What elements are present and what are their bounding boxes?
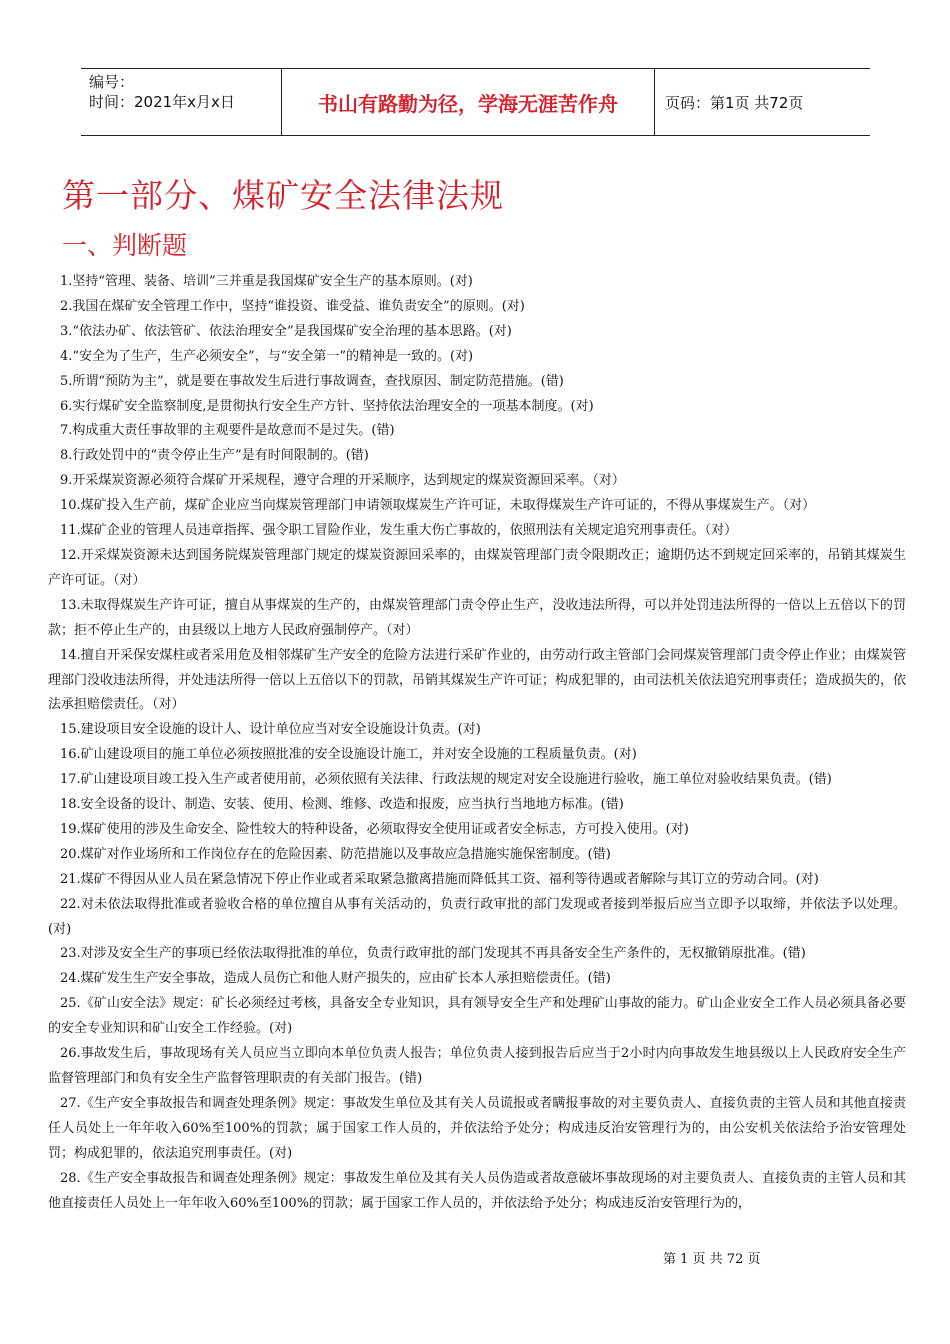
part-title: 第一部分、煤矿安全法律法规	[62, 176, 504, 215]
question-item: 20.煤矿对作业场所和工作岗位存在的危险因素、防范措施以及事故应急措施实施保密制度。(错)	[60, 846, 611, 862]
question-item: 6.实行煤矿安全监察制度,是贯彻执行安全生产方针、坚持依法治理安全的一项基本制度。(对)	[60, 398, 594, 414]
question-item: 5.所谓“预防为主”，就是要在事故发生后进行事故调查，查找原因、制定防范措施。(错)	[60, 373, 564, 389]
question-item: 22.对未依法取得批准或者验收合格的单位擅自从事有关活动的，负责行政审批的部门发现或者接到举报后应当立即予以取缔，并依法予以处理。(对)	[48, 896, 906, 937]
date-label: 时间：2021年x月x日	[89, 93, 235, 111]
question-item: 3.“依法办矿、依法管矿、依法治理安全”是我国煤矿安全治理的基本思路。(对)	[60, 323, 512, 339]
question-item: 23.对涉及安全生产的事项已经依法取得批准的单位，负责行政审批的部门发现其不再具备安全生产条件的，无权撤销原批准。(错)	[60, 946, 806, 962]
question-item: 17.矿山建设项目竣工投入生产或者使用前，必须依照有关法律、行政法规的规定对安全设施进行验收，施工单位对验收结果负责。(错)	[60, 772, 832, 788]
question-item: 26.事故发生后，事故现场有关人员应当立即向本单位负责人报告；单位负责人接到报告后应当于2小时内向事故发生地县级以上人民政府安全生产监督管理部门和负有安全生产监督管理职责的有关部门报告。(错)	[48, 1046, 906, 1086]
section-title: 一、判断题	[62, 231, 188, 260]
header-page-info: 页码：第1页 共72页	[665, 93, 804, 112]
question-item: 11.煤矿企业的管理人员违章指挥、强令职工冒险作业，发生重大伤亡事故的，依照刑法有关规定追究刑事责任。（对）	[60, 523, 738, 539]
question-item: 25.《矿山安全法》规定：矿长必须经过考核，具备安全专业知识，具有领导安全生产和处理矿山事故的能力。矿山企业安全工作人员必须具备必要的安全专业知识和矿山安全工作经验。(对)	[48, 996, 906, 1037]
serial-number-label: 编号：	[89, 73, 135, 91]
question-item: 7.构成重大责任事故罪的主观要件是故意而不是过失。(错)	[60, 423, 395, 439]
question-item: 15.建设项目安全设施的设计人、设计单位应当对安全设施设计负责。(对)	[60, 722, 481, 738]
question-item: 8.行政处罚中的“责令停止生产”是有时间限制的。(错)	[60, 448, 369, 464]
page-footer: 第 1 页 共 72 页	[663, 1252, 761, 1267]
question-item: 16.矿山建设项目的施工单位必须按照批准的安全设施设计施工，并对安全设施的工程质量负责。(对)	[60, 747, 637, 763]
question-list	[48, 270, 906, 1216]
header-table	[81, 68, 870, 136]
question-item: 14.擅自开采保安煤柱或者采用危及相邻煤矿生产安全的危险方法进行采矿作业的，由劳动行政主管部门会同煤炭管理部门责令停止作业；由煤炭管理部门没收违法所得，并处违法所得一倍以上五倍以下的罚款，吊销其煤炭生产许可证；构成犯罪的，由司法机关依法追究刑事责任；造成损失的，依法承担赔偿责任。（对）	[48, 647, 907, 713]
question-item: 18.安全设备的设计、制造、安装、使用、检测、维修、改造和报废，应当执行当地地方标准。(错)	[60, 797, 624, 813]
question-item: 1.坚持“管理、装备、培训”三并重是我国煤矿安全生产的基本原则。(对)	[60, 274, 473, 289]
question-item: 28.《生产安全事故报告和调查处理条例》规定：事故发生单位及其有关人员伪造或者故意破坏事故现场的对主要负责人、直接负责的主管人员和其他直接责任人员处上一年年收入60%至100%的罚款；属于国家工作人员的，并依法给予处分；构成违反治安管理行为的，	[48, 1170, 906, 1211]
question-item: 27.《生产安全事故报告和调查处理条例》规定：事故发生单位及其有关人员谎报或者瞒报事故的对主要负责人、直接负责的主管人员和其他直接责任人员处上一年年收入60%至100%的罚款；属于国家工作人员的，并依法给予处分；构成违反治安管理行为的，由公安机关依法给予治安管理处罚；构成犯罪的，依法追究刑事责任。(对)	[48, 1095, 906, 1161]
question-item: 2.我国在煤矿安全管理工作中，坚持“谁投资、谁受益、谁负责安全”的原则。(对)	[60, 298, 525, 314]
question-item: 13.未取得煤炭生产许可证，擅自从事煤炭的生产的，由煤炭管理部门责令停止生产，没收违法所得，可以并处罚违法所得的一倍以上五倍以下的罚款；拒不停止生产的，由县级以上地方人民政府强制停产。（对）	[48, 597, 906, 638]
header-motto: 书山有路勤为径，学海无涯苦作舟	[282, 69, 655, 135]
question-item: 21.煤矿不得因从业人员在紧急情况下停止作业或者采取紧急撤离措施而降低其工资、福利等待遇或者解除与其订立的劳动合同。(对)	[60, 871, 819, 887]
question-item: 12.开采煤炭资源未达到国务院煤炭管理部门规定的煤炭资源回采率的，由煤炭管理部门责令限期改正；逾期仍达不到规定回采率的，吊销其煤炭生产许可证。（对）	[48, 547, 906, 588]
question-item: 24.煤矿发生生产安全事故，造成人员伤亡和他人财产损失的，应由矿长本人承担赔偿责任。(错)	[60, 971, 611, 987]
question-item: 10.煤矿投入生产前，煤矿企业应当向煤炭管理部门申请领取煤炭生产许可证，未取得煤炭生产许可证的，不得从事煤炭生产。（对）	[60, 498, 816, 514]
question-item: 19.煤矿使用的涉及生命安全、险性较大的特种设备，必须取得安全使用证或者安全标志，方可投入使用。(对)	[60, 821, 689, 837]
question-item: 4.“安全为了生产，生产必须安全”，与“安全第一”的精神是一致的。(对)	[60, 348, 474, 364]
header-meta-cell	[81, 69, 282, 135]
question-item: 9.开采煤炭资源必须符合煤矿开采规程，遵守合理的开采顺序，达到规定的煤炭资源回采率。（对）	[60, 473, 625, 489]
